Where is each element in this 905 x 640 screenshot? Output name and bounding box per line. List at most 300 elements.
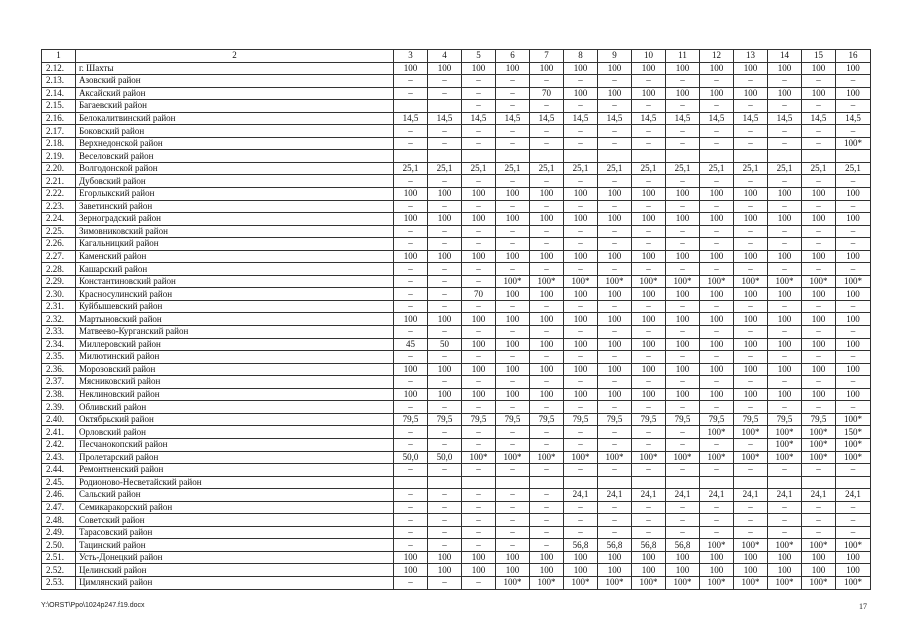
district-name-cell: Багаевский район [76, 100, 394, 113]
value-cell: 100* [768, 438, 802, 451]
value-cell: 100* [734, 451, 768, 464]
value-cell: 100 [632, 363, 666, 376]
table-row [42, 225, 871, 238]
value-cell: – [836, 351, 871, 364]
value-cell: – [530, 200, 564, 213]
value-cell: – [836, 200, 871, 213]
district-name-cell: Морозовский район [76, 363, 394, 376]
value-cell [768, 476, 802, 489]
value-cell: – [394, 514, 428, 527]
table-row [42, 426, 871, 439]
value-cell: – [802, 300, 836, 313]
district-name-cell: Цимлянский район [76, 576, 394, 589]
value-cell: 24,1 [598, 489, 632, 502]
row-number-cell: 2.30. [42, 288, 76, 301]
value-cell [700, 150, 734, 163]
value-cell: 100 [802, 388, 836, 401]
district-name-cell: Зимовниковский район [76, 225, 394, 238]
value-cell: – [700, 137, 734, 150]
value-cell: – [428, 576, 462, 589]
value-cell: – [666, 526, 700, 539]
value-cell: 100 [564, 313, 598, 326]
value-cell: – [768, 175, 802, 188]
value-cell: 100 [462, 213, 496, 226]
value-cell: – [802, 514, 836, 527]
value-cell: 100 [462, 188, 496, 201]
value-cell: 100* [734, 539, 768, 552]
value-cell: – [734, 200, 768, 213]
value-cell: – [632, 137, 666, 150]
value-cell: 100 [564, 250, 598, 263]
value-cell: 100* [496, 275, 530, 288]
value-cell: – [462, 489, 496, 502]
value-cell [700, 476, 734, 489]
value-cell: 100 [666, 363, 700, 376]
value-cell: – [530, 464, 564, 477]
value-cell: – [394, 464, 428, 477]
value-cell: 100 [734, 62, 768, 75]
value-cell: – [598, 263, 632, 276]
value-cell: 100 [700, 288, 734, 301]
value-cell: 100 [496, 564, 530, 577]
value-cell: 100 [564, 62, 598, 75]
table-row [42, 363, 871, 376]
value-cell: 100 [496, 188, 530, 201]
row-number-cell: 2.19. [42, 150, 76, 163]
value-cell: – [700, 100, 734, 113]
value-cell: – [394, 401, 428, 414]
value-cell: – [836, 501, 871, 514]
value-cell: 100 [496, 288, 530, 301]
value-cell: – [394, 539, 428, 552]
value-cell: – [666, 125, 700, 138]
value-cell: 100 [428, 250, 462, 263]
value-cell: 100 [428, 213, 462, 226]
value-cell: – [564, 125, 598, 138]
value-cell: 100 [768, 551, 802, 564]
value-cell: – [598, 514, 632, 527]
value-cell: 100 [598, 288, 632, 301]
value-cell [598, 476, 632, 489]
value-cell [802, 150, 836, 163]
table-row [42, 100, 871, 113]
value-cell: – [768, 300, 802, 313]
value-cell: – [394, 351, 428, 364]
value-cell: 100 [462, 313, 496, 326]
value-cell [564, 476, 598, 489]
value-cell: – [428, 539, 462, 552]
value-cell: 100* [768, 275, 802, 288]
value-cell: – [700, 526, 734, 539]
value-cell: – [428, 275, 462, 288]
value-cell: 100 [428, 564, 462, 577]
value-cell: – [802, 125, 836, 138]
value-cell: 100 [836, 363, 871, 376]
value-cell: – [666, 75, 700, 88]
value-cell: – [394, 175, 428, 188]
value-cell: 14,5 [802, 112, 836, 125]
value-cell: 100 [802, 313, 836, 326]
value-cell: 100 [598, 313, 632, 326]
value-cell: – [462, 326, 496, 339]
table-row [42, 476, 871, 489]
value-cell [836, 150, 871, 163]
value-cell: – [598, 376, 632, 389]
value-cell: – [734, 175, 768, 188]
value-cell: 100 [394, 188, 428, 201]
value-cell: – [530, 501, 564, 514]
value-cell: 25,1 [802, 162, 836, 175]
value-cell: – [394, 263, 428, 276]
value-cell: – [564, 326, 598, 339]
value-cell: 100 [530, 313, 564, 326]
value-cell: 100 [394, 250, 428, 263]
value-cell [462, 150, 496, 163]
value-cell: 24,1 [666, 489, 700, 502]
value-cell: 25,1 [598, 162, 632, 175]
value-cell: – [598, 100, 632, 113]
value-cell: – [496, 238, 530, 251]
value-cell: 14,5 [598, 112, 632, 125]
value-cell: 100 [564, 363, 598, 376]
value-cell [428, 476, 462, 489]
value-cell: – [768, 526, 802, 539]
value-cell: 100 [428, 188, 462, 201]
value-cell: 100 [836, 250, 871, 263]
value-cell: 100 [564, 213, 598, 226]
value-cell: 100 [462, 62, 496, 75]
value-cell: 100* [632, 576, 666, 589]
value-cell: 100 [598, 188, 632, 201]
value-cell: – [768, 501, 802, 514]
value-cell: – [496, 539, 530, 552]
value-cell: 100 [734, 188, 768, 201]
district-name-cell: Каменский район [76, 250, 394, 263]
value-cell: – [836, 376, 871, 389]
value-cell: 100* [734, 576, 768, 589]
district-name-cell: Заветинский район [76, 200, 394, 213]
value-cell: – [666, 501, 700, 514]
value-cell: – [700, 300, 734, 313]
value-cell: – [836, 526, 871, 539]
value-cell: 150* [836, 426, 871, 439]
value-cell: – [564, 438, 598, 451]
value-cell: 100* [496, 576, 530, 589]
value-cell: – [462, 225, 496, 238]
value-cell: – [428, 137, 462, 150]
value-cell: – [598, 200, 632, 213]
value-cell: 100 [666, 388, 700, 401]
value-cell: 79,5 [462, 413, 496, 426]
row-number-cell: 2.45. [42, 476, 76, 489]
row-number-cell: 2.24. [42, 213, 76, 226]
district-name-cell: Кашарский район [76, 263, 394, 276]
value-cell: 79,5 [700, 413, 734, 426]
value-cell: – [564, 464, 598, 477]
value-cell: – [496, 75, 530, 88]
value-cell: 100* [802, 275, 836, 288]
value-cell: 25,1 [564, 162, 598, 175]
row-number-cell: 2.44. [42, 464, 76, 477]
value-cell: 100 [836, 564, 871, 577]
value-cell: 100* [768, 539, 802, 552]
value-cell: 79,5 [598, 413, 632, 426]
value-cell [734, 150, 768, 163]
value-cell: 100 [666, 87, 700, 100]
value-cell: 100* [802, 539, 836, 552]
value-cell: – [802, 238, 836, 251]
value-cell: – [632, 464, 666, 477]
value-cell: – [496, 526, 530, 539]
value-cell: – [768, 225, 802, 238]
value-cell: 24,1 [734, 489, 768, 502]
district-name-cell: Усть-Донецкий район [76, 551, 394, 564]
value-cell: – [394, 426, 428, 439]
value-cell: 24,1 [632, 489, 666, 502]
value-cell: – [462, 263, 496, 276]
value-cell: – [394, 238, 428, 251]
value-cell: – [768, 464, 802, 477]
value-cell: – [564, 200, 598, 213]
value-cell: 100* [836, 275, 871, 288]
value-cell: 100 [632, 313, 666, 326]
value-cell: 100* [530, 576, 564, 589]
value-cell: – [394, 438, 428, 451]
value-cell: – [734, 376, 768, 389]
value-cell: 100 [836, 338, 871, 351]
value-cell: 100* [768, 451, 802, 464]
row-number-cell: 2.50. [42, 539, 76, 552]
value-cell: 25,1 [394, 162, 428, 175]
value-cell: – [734, 514, 768, 527]
value-cell: 100* [734, 426, 768, 439]
value-cell: – [632, 238, 666, 251]
value-cell: 14,5 [700, 112, 734, 125]
value-cell: 100 [666, 564, 700, 577]
value-cell: 100 [700, 338, 734, 351]
value-cell: 56,8 [666, 539, 700, 552]
value-cell: – [598, 438, 632, 451]
district-name-cell: Обливский район [76, 401, 394, 414]
table-row [42, 526, 871, 539]
value-cell: 100* [836, 451, 871, 464]
value-cell: 79,5 [666, 413, 700, 426]
value-cell: – [700, 326, 734, 339]
value-cell: 100 [768, 363, 802, 376]
value-cell: – [734, 263, 768, 276]
value-cell: – [734, 125, 768, 138]
value-cell: 100* [836, 576, 871, 589]
value-cell: – [768, 125, 802, 138]
value-cell: – [462, 275, 496, 288]
table-row [42, 464, 871, 477]
value-cell: 100 [394, 213, 428, 226]
value-cell: 100 [734, 363, 768, 376]
value-cell: 100 [496, 213, 530, 226]
district-name-cell: Матвеево-Курганский район [76, 326, 394, 339]
value-cell: – [462, 100, 496, 113]
district-name-cell: Дубовский район [76, 175, 394, 188]
row-number-cell: 2.25. [42, 225, 76, 238]
value-cell: – [496, 326, 530, 339]
value-cell: 100 [530, 551, 564, 564]
district-name-cell: Азовский район [76, 75, 394, 88]
value-cell [394, 476, 428, 489]
value-cell: – [394, 75, 428, 88]
value-cell: 100 [836, 188, 871, 201]
row-number-cell: 2.53. [42, 576, 76, 589]
table-row [42, 401, 871, 414]
value-cell: 100* [564, 576, 598, 589]
row-number-cell: 2.15. [42, 100, 76, 113]
table-row [42, 200, 871, 213]
district-name-cell: Пролетарский район [76, 451, 394, 464]
value-cell: 100 [836, 313, 871, 326]
table-row [42, 175, 871, 188]
value-cell: 100 [530, 288, 564, 301]
value-cell: – [530, 137, 564, 150]
value-cell: – [632, 200, 666, 213]
value-cell: – [632, 225, 666, 238]
district-name-cell: Белокалитвинский район [76, 112, 394, 125]
value-cell: – [632, 100, 666, 113]
row-number-cell: 2.52. [42, 564, 76, 577]
value-cell: – [564, 100, 598, 113]
row-number-cell: 2.31. [42, 300, 76, 313]
value-cell: 14,5 [666, 112, 700, 125]
value-cell: – [394, 326, 428, 339]
value-cell: 56,8 [564, 539, 598, 552]
value-cell: – [530, 514, 564, 527]
value-cell: – [530, 351, 564, 364]
table-row [42, 351, 871, 364]
value-cell: 100 [394, 564, 428, 577]
value-cell: – [530, 401, 564, 414]
table-row [42, 489, 871, 502]
value-cell: – [462, 464, 496, 477]
value-cell: 100 [564, 288, 598, 301]
value-cell: – [496, 376, 530, 389]
value-cell: – [428, 326, 462, 339]
value-cell: 14,5 [462, 112, 496, 125]
value-cell: – [530, 426, 564, 439]
value-cell: – [666, 200, 700, 213]
value-cell: – [598, 526, 632, 539]
value-cell: – [428, 438, 462, 451]
value-cell: – [700, 225, 734, 238]
value-cell: – [530, 263, 564, 276]
value-cell: 79,5 [734, 413, 768, 426]
value-cell: – [836, 75, 871, 88]
table-row [42, 162, 871, 175]
value-cell: 24,1 [802, 489, 836, 502]
row-number-cell: 2.32. [42, 313, 76, 326]
value-cell: 100 [598, 87, 632, 100]
value-cell: 24,1 [836, 489, 871, 502]
value-cell: – [598, 238, 632, 251]
value-cell: – [836, 175, 871, 188]
value-cell: 100* [700, 451, 734, 464]
row-number-cell: 2.42. [42, 438, 76, 451]
district-name-cell: Сальский район [76, 489, 394, 502]
value-cell: – [462, 351, 496, 364]
value-cell: – [496, 263, 530, 276]
value-cell: 56,8 [632, 539, 666, 552]
value-cell: – [836, 514, 871, 527]
value-cell: – [564, 501, 598, 514]
value-cell: 100 [836, 551, 871, 564]
value-cell: – [632, 351, 666, 364]
district-name-cell: Кагальницкий район [76, 238, 394, 251]
row-number-cell: 2.51. [42, 551, 76, 564]
value-cell: – [394, 526, 428, 539]
value-cell: – [394, 225, 428, 238]
value-cell: 100 [768, 188, 802, 201]
value-cell: – [428, 464, 462, 477]
value-cell: 100 [700, 188, 734, 201]
value-cell: – [496, 137, 530, 150]
value-cell: – [734, 438, 768, 451]
value-cell: – [530, 438, 564, 451]
value-cell: – [632, 75, 666, 88]
row-number-cell: 2.26. [42, 238, 76, 251]
value-cell: – [428, 87, 462, 100]
table-row [42, 564, 871, 577]
value-cell: 79,5 [802, 413, 836, 426]
value-cell: 100 [632, 188, 666, 201]
value-cell: – [598, 137, 632, 150]
value-cell: – [428, 288, 462, 301]
value-cell [530, 476, 564, 489]
value-cell: 100 [632, 564, 666, 577]
value-cell: 100* [836, 539, 871, 552]
value-cell: – [394, 489, 428, 502]
value-cell: 100 [734, 551, 768, 564]
value-cell: – [802, 200, 836, 213]
value-cell [598, 150, 632, 163]
district-name-cell: Целинский район [76, 564, 394, 577]
value-cell: – [394, 125, 428, 138]
value-cell: 100 [598, 338, 632, 351]
value-cell: – [632, 501, 666, 514]
value-cell: 56,8 [598, 539, 632, 552]
value-cell: – [632, 300, 666, 313]
value-cell: – [394, 275, 428, 288]
value-cell [394, 150, 428, 163]
value-cell: – [666, 401, 700, 414]
value-cell: 100* [700, 576, 734, 589]
table-row [42, 313, 871, 326]
value-cell: 25,1 [836, 162, 871, 175]
value-cell: 100* [598, 576, 632, 589]
value-cell: – [530, 225, 564, 238]
value-cell [836, 476, 871, 489]
value-cell [428, 150, 462, 163]
value-cell: – [768, 200, 802, 213]
value-cell: – [530, 326, 564, 339]
value-cell: – [496, 300, 530, 313]
value-cell: – [632, 125, 666, 138]
value-cell: – [462, 87, 496, 100]
table-row [42, 413, 871, 426]
value-cell: – [632, 175, 666, 188]
row-number-cell: 2.12. [42, 62, 76, 75]
value-cell: 100 [496, 250, 530, 263]
value-cell: 100 [598, 250, 632, 263]
value-cell: 100 [666, 188, 700, 201]
value-cell: 100 [700, 363, 734, 376]
row-number-cell: 2.13. [42, 75, 76, 88]
